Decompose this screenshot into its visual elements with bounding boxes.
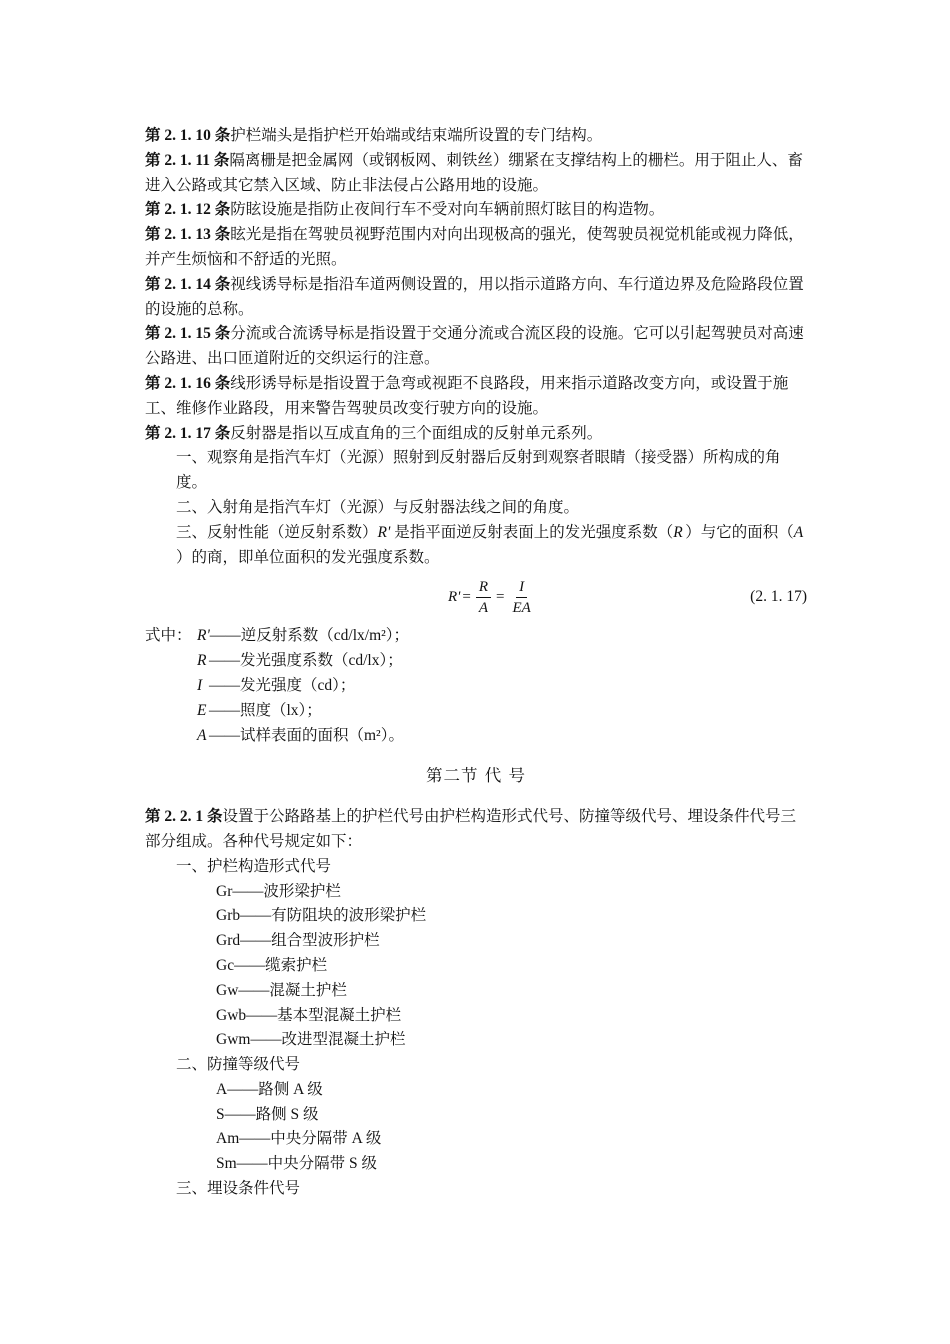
article-2-1-13: [145, 223, 807, 273]
code-item: A——路侧 A 级: [216, 1080, 323, 1098]
numerator: R: [476, 577, 491, 598]
article-number: 第 2. 1. 10 条: [145, 127, 231, 144]
article-number: 第 2. 1. 11 条: [145, 151, 230, 169]
code-item: Sm——中央分隔带 S 级: [216, 1155, 378, 1173]
fraction: [509, 577, 533, 618]
section-title: 第二节 代 号: [426, 766, 526, 786]
article-number: 第 2. 1. 13 条: [145, 226, 231, 244]
article-text: 视线诱导标是指沿车道两侧设置的，用以指示道路方向、车行道边界及危险路段位置的设施的总称。: [145, 275, 804, 318]
variable-definition: R'——逆反射系数（cd/lx/m²）；: [197, 627, 410, 645]
article-2-1-12: [145, 198, 807, 223]
group-title: 一、护栏构造形式代号: [176, 857, 332, 875]
equals-sign: =: [496, 588, 505, 605]
article-2-1-14: [145, 273, 807, 323]
variable-definition: R ——发光强度系数（cd/lx）；: [197, 652, 403, 670]
variable-definition: A ——试样表面的面积（m²）。: [197, 726, 404, 744]
article-text: 眩光是指在驾驶员视野范围内对向出现极高的强光，使驾驶员视觉机能或视力降低，并产生烦恼和不舒适的光照。: [145, 226, 804, 268]
article-number: 第 2. 1. 12 条: [145, 201, 231, 219]
article-text: 隔离栅是把金属网（或钢板网、刺铁丝）绷紧在支撑结构上的栅栏。用于阻止人、畜进入公路或其它禁入区域、防止非法侵占公路用地的设施。: [145, 151, 803, 194]
code-item: Grd——组合型波形护栏: [216, 932, 380, 950]
variable-definition: I ——发光强度（cd）；: [197, 676, 356, 694]
where-label: 式中：: [145, 627, 192, 645]
group-title: 三、埋设条件代号: [176, 1180, 301, 1198]
code-item: Grb——有防阻块的波形梁护栏: [216, 907, 427, 925]
numerator: I: [516, 577, 527, 598]
group-title: 二、防撞等级代号: [176, 1056, 301, 1074]
article-number: 第 2. 1. 16 条: [145, 374, 231, 392]
item-observation-angle: 一、观察角是指汽车灯（光源）照射到反射器后反射到观察者眼睛（接受器）所构成的角度。: [176, 449, 781, 492]
formula-number: (2. 1. 17): [750, 588, 807, 606]
formula-2-1-17: [145, 572, 807, 622]
article-number: 第 2. 1. 14 条: [145, 275, 231, 293]
article-2-1-17: [145, 422, 807, 447]
code-item: Gr——波形梁护栏: [216, 882, 341, 900]
symbol: A: [793, 523, 804, 541]
symbol: R: [673, 523, 683, 541]
equals-sign: =: [462, 588, 471, 605]
article-2-1-15: [145, 322, 807, 372]
article-number: 第 2. 2. 1 条: [145, 808, 223, 826]
item-incidence-angle: 二、入射角是指汽车灯（光源）与反射器法线之间的角度。: [176, 498, 580, 516]
article-text: 防眩设施是指防止夜间行车不受对向车辆前照灯眩目的构造物。: [230, 201, 665, 219]
article-text: 线形诱导标是指设置于急弯或视距不良路段，用来指示道路改变方向，或设置于施工、维修作业路段，用来警告驾驶员改变行驶方向的设施。: [145, 374, 789, 417]
code-item: Gc——缆索护栏: [216, 956, 328, 974]
denominator: EA: [512, 599, 531, 616]
code-item: Gwb——基本型混凝土护栏: [216, 1006, 402, 1024]
code-item: Am——中央分隔带 A 级: [216, 1130, 382, 1148]
denominator: A: [478, 599, 489, 616]
document-page: [145, 124, 807, 1202]
formula-expression: [448, 572, 537, 622]
article-2-1-16: [145, 372, 807, 422]
article-text: 分流或合流诱导标是指设置于交通分流或合流区段的设施。它可以引起驾驶员对高速公路进、出口匝道附近的交织运行的注意。: [145, 325, 804, 368]
fraction: [476, 577, 491, 618]
code-item: Gw——混凝土护栏: [216, 981, 347, 999]
code-item: Gwm——改进型混凝土护栏: [216, 1031, 406, 1049]
article-2-1-10: [145, 124, 807, 149]
article-2-1-11: [145, 149, 807, 199]
symbol: R': [377, 523, 391, 541]
item-retroreflection: 三、反射性能（逆反射系数）R' 是指平面逆反射表面上的发光强度系数（R ）与它的面积（A）的商，即单位面积的发光强度系数。: [145, 521, 807, 571]
article-number: 第 2. 1. 17 条: [145, 424, 231, 442]
variable-definition: E ——照度（lx）；: [197, 701, 322, 719]
article-2-2-1: [145, 805, 807, 855]
article-text: 护栏端头是指护栏开始端或结束端所设置的专门结构。: [230, 127, 603, 144]
code-item: S——路侧 S 级: [216, 1105, 319, 1123]
article-text: 反射器是指以互成直角的三个面组成的反射单元系列。: [230, 424, 603, 442]
where-row-1: [145, 624, 807, 649]
formula-lhs: R': [448, 588, 461, 605]
article-number: 第 2. 1. 15 条: [145, 325, 231, 343]
article-text: 设置于公路路基上的护栏代号由护栏构造形式代号、防撞等级代号、埋设条件代号三部分组成。各种代号规定如下：: [145, 808, 797, 850]
